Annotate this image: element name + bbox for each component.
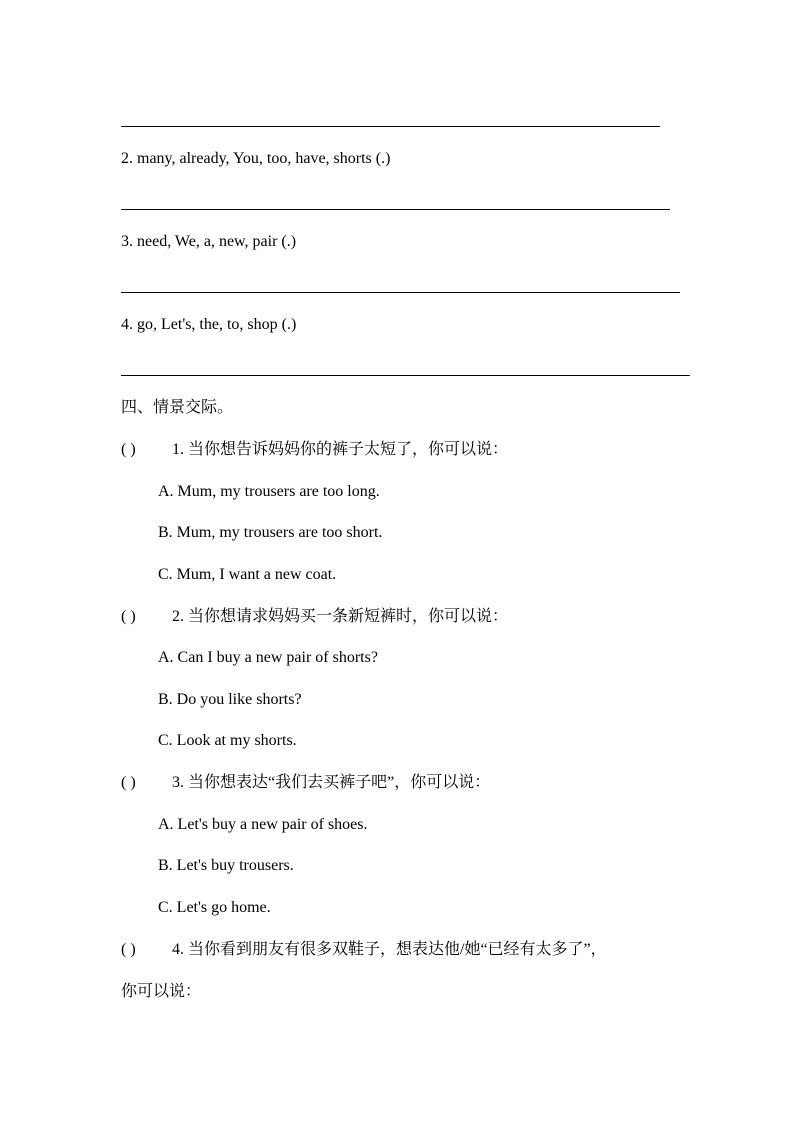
- question-3-stem: 3. 当你想表达“我们去买裤子吧”，你可以说：: [172, 774, 491, 791]
- answer-paren-3: ( ): [121, 774, 136, 791]
- reorder-item-3: 3. need, We, a, new, pair (.): [121, 233, 297, 250]
- q2-option-a: A. Can I buy a new pair of shorts?: [158, 649, 378, 666]
- answer-line-3: [121, 292, 680, 293]
- answer-line-4: [121, 375, 690, 376]
- q3-option-a: A. Let's buy a new pair of shoes.: [158, 816, 368, 833]
- q3-option-b: B. Let's buy trousers.: [158, 857, 294, 874]
- answer-paren-2: ( ): [121, 608, 136, 625]
- q2-option-b: B. Do you like shorts?: [158, 691, 302, 708]
- section-heading: 四、情景交际。: [121, 399, 234, 416]
- question-4-stem-continued: 你可以说：: [121, 983, 202, 1000]
- answer-line-1: [121, 126, 660, 127]
- answer-line-2: [121, 209, 670, 210]
- question-1-stem: 1. 当你想告诉妈妈你的裤子太短了，你可以说：: [172, 441, 509, 458]
- question-2-stem: 2. 当你想请求妈妈买一条新短裤时，你可以说：: [172, 608, 509, 625]
- answer-paren-1: ( ): [121, 441, 136, 458]
- question-4-stem: 4. 当你看到朋友有很多双鞋子，想表达他/她“已经有太多了”，: [172, 941, 607, 958]
- reorder-item-4: 4. go, Let's, the, to, shop (.): [121, 316, 297, 333]
- q2-option-c: C. Look at my shorts.: [158, 732, 297, 749]
- q1-option-a: A. Mum, my trousers are too long.: [158, 483, 380, 500]
- q1-option-c: C. Mum, I want a new coat.: [158, 566, 337, 583]
- answer-paren-4: ( ): [121, 941, 136, 958]
- q3-option-c: C. Let's go home.: [158, 899, 271, 916]
- reorder-item-2: 2. many, already, You, too, have, shorts (.): [121, 150, 391, 167]
- q1-option-b: B. Mum, my trousers are too short.: [158, 524, 383, 541]
